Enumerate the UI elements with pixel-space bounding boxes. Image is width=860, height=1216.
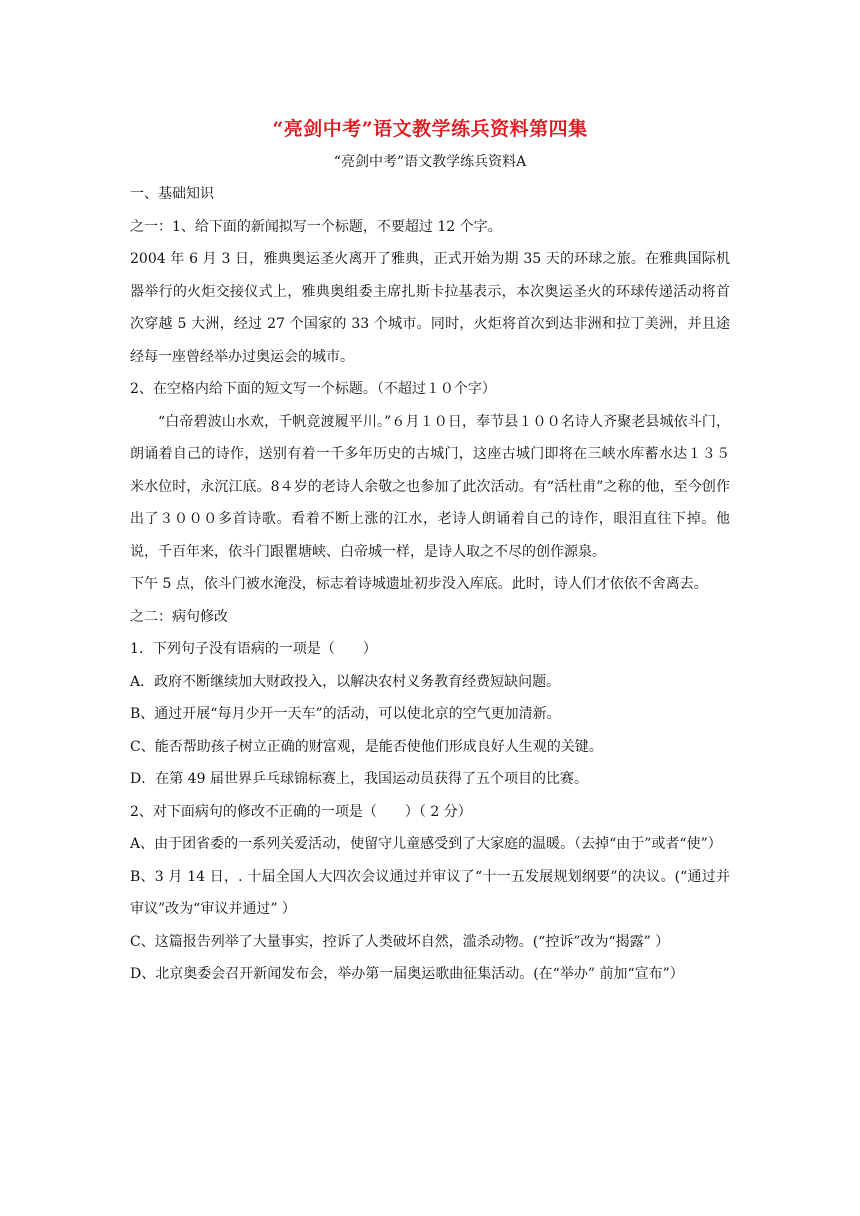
short-article-passage: “白帝碧波山水欢，千帆竞渡履平川。”６月１０日，奉节县１００名诗人齐聚老县城依斗门，朗诵着自己的诗作，送别有着一千多年历史的古城门，这座古城门即将在三峡水库蓄水达１３５米水位时，永沉江底。8４岁的老诗人余敬之也参加了此次活动。有“活杜甫”之称的他，至今创作出了３０００多首诗歌。看着不断上涨的江水，老诗人朗诵着自己的诗作，眼泪直往下掉。他说，千百年来，依斗门跟瞿塘峡、白帝城一样，是诗人取之不尽的创作源泉。 — [130, 413, 730, 560]
question-2-2-option-c: C、这篇报告列举了大量事实，控诉了人类破坏自然，滥杀动物。(“控诉”改为“揭露” ） — [130, 933, 670, 950]
question-2-2-option-a: A、由于团省委的一系列关爱活动，使留守儿童感受到了大家庭的温暖。（去掉“由于”或者“使”） — [130, 836, 722, 852]
section-heading-basics: 一、基础知识 — [130, 186, 214, 202]
question-2-2-option-b: B、3 月 14 日，. 十届全国人大四次会议通过并审议了“十一五发展规划纲要”的决议。(“通过并审议”改为“审议并通过” ） — [130, 868, 730, 917]
question-2-1: 1．下列句子没有语病的一项是（ ） — [130, 641, 377, 657]
question-1-1: 之一：1、给下面的新闻拟写一个标题，不要超过 12 个字。 — [130, 218, 502, 235]
document-title: “亮剑中考”语文教学练兵资料第四集 — [272, 118, 588, 140]
question-2-1-option-c: C、能否帮助孩子树立正确的财富观，是能否使他们形成良好人生观的关键。 — [130, 738, 603, 755]
question-1-2: 2、在空格内给下面的短文写一个标题。（不超过１０个字） — [130, 381, 496, 397]
question-2-1-option-b: B、通过开展“每月少开一天车”的活动，可以使北京的空气更加清新。 — [130, 706, 561, 722]
question-2-1-option-d: D．在第 49 届世界乒乓球锦标赛上，我国运动员获得了五个项目的比赛。 — [130, 771, 588, 787]
news-passage: 2004 年 6 月 3 日，雅典奥运圣火离开了雅典，正式开始为期 35 天的环球之旅。在雅典国际机器举行的火炬交接仪式上，雅典奥组委主席扎斯卡拉基表示，本次奥运圣火的环球传递活动将首次穿越 5 大洲，经过 27 个国家的 33 个城市。同时，火炬将首次到达非洲和拉丁美洲，并且途经每一座曾经举办过奥运会的城市。 — [130, 251, 730, 365]
document-subtitle: “亮剑中考”语文教学练兵资料A — [333, 154, 527, 170]
question-2-2: 2、对下面病句的修改不正确的一项是（ ）（ 2 分） — [130, 803, 472, 820]
document-page — [130, 112, 730, 991]
short-article-passage-end: 下午 5 点，依斗门被水淹没，标志着诗城遗址初步没入库底。此时，诗人们才依依不舍离去。 — [130, 576, 708, 592]
question-2-1-option-a: A．政府不断继续加大财政投入，以解决农村义务教育经费短缺问题。 — [130, 673, 561, 690]
question-2-2-option-d: D、北京奥委会召开新闻发布会，举办第一届奥运歌曲征集活动。(在“举办” 前加“宣布”） — [130, 966, 684, 982]
section-heading-sentence-correction: 之二：病句修改 — [130, 608, 228, 625]
